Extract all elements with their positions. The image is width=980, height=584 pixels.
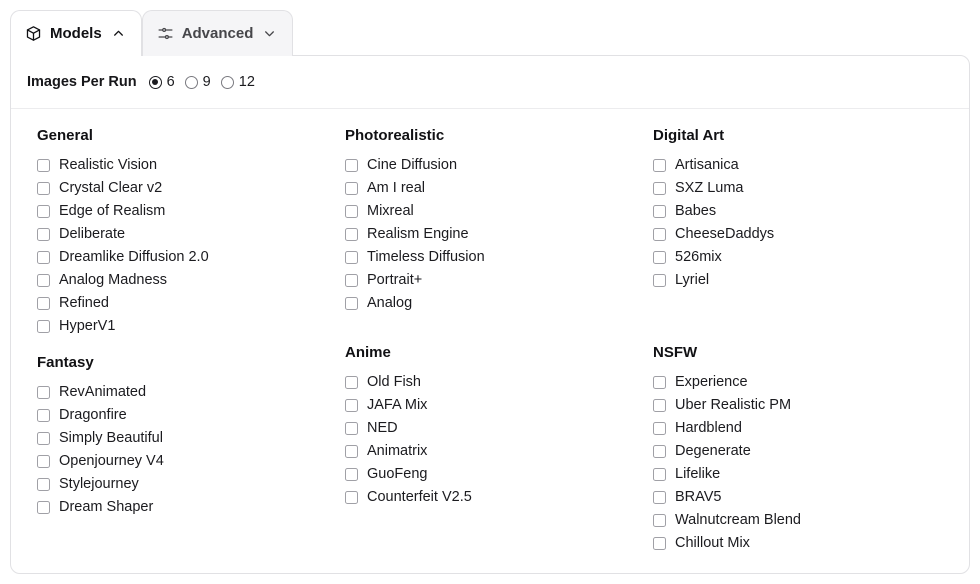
model-option[interactable] — [37, 496, 335, 519]
model-option[interactable] — [653, 394, 949, 417]
model-option-label: RevAnimated — [59, 384, 147, 401]
checkbox[interactable] — [653, 159, 666, 172]
checkbox[interactable] — [37, 386, 50, 399]
checkbox[interactable] — [37, 205, 50, 218]
checkbox[interactable] — [345, 274, 358, 287]
group-title: Anime — [345, 344, 391, 361]
model-option-label: Deliberate — [59, 226, 126, 243]
tab-advanced[interactable] — [142, 10, 294, 56]
group-title: Fantasy — [37, 354, 94, 371]
checkbox[interactable] — [653, 491, 666, 504]
model-option-label: Analog Madness — [59, 272, 168, 289]
checkbox[interactable] — [653, 182, 666, 195]
model-option[interactable] — [345, 486, 643, 509]
model-option-label: Stylejourney — [59, 476, 139, 493]
cube-icon — [25, 25, 42, 42]
group-title: NSFW — [653, 344, 698, 361]
checkbox[interactable] — [37, 501, 50, 514]
images-per-run-option-label: 6 — [166, 74, 175, 90]
checkbox[interactable] — [37, 274, 50, 287]
model-option[interactable] — [653, 246, 949, 269]
tab-bar — [10, 10, 293, 56]
checkbox[interactable] — [37, 455, 50, 468]
model-option-label: Cine Diffusion — [367, 157, 458, 174]
model-option-label: JAFA Mix — [367, 397, 428, 414]
model-option-label: Portrait+ — [367, 272, 423, 289]
model-option[interactable] — [653, 223, 949, 246]
model-option-label: BRAV5 — [675, 489, 722, 506]
model-option[interactable] — [345, 394, 643, 417]
model-option[interactable] — [37, 427, 335, 450]
model-option-label: Dragonfire — [59, 407, 127, 424]
model-option[interactable] — [37, 200, 335, 223]
model-option-label: Timeless Diffusion — [367, 249, 485, 266]
model-option-label: Walnutcream Blend — [675, 512, 801, 529]
checkbox[interactable] — [37, 409, 50, 422]
model-option-label: Realism Engine — [367, 226, 469, 243]
model-option[interactable] — [37, 223, 335, 246]
model-option[interactable] — [37, 246, 335, 269]
model-option[interactable] — [653, 532, 949, 555]
model-columns — [11, 109, 969, 571]
images-per-run-option-9[interactable] — [185, 74, 211, 90]
model-group-photorealistic — [335, 127, 643, 315]
images-per-run-radio-group — [149, 74, 255, 90]
model-option-label: Babes — [675, 203, 717, 220]
model-option[interactable] — [653, 177, 949, 200]
model-option[interactable] — [37, 154, 335, 177]
model-column-1 — [27, 127, 335, 571]
model-option[interactable] — [37, 292, 335, 315]
model-option-label: Openjourney V4 — [59, 453, 164, 470]
model-option-label: Simply Beautiful — [59, 430, 163, 447]
model-option[interactable] — [37, 450, 335, 473]
sliders-icon — [157, 25, 174, 42]
checkbox[interactable] — [345, 297, 358, 310]
checkbox[interactable] — [345, 228, 358, 241]
checkbox[interactable] — [653, 228, 666, 241]
model-option[interactable] — [653, 486, 949, 509]
checkbox[interactable] — [653, 445, 666, 458]
model-option-label: HyperV1 — [59, 318, 116, 335]
model-group-digital-art — [643, 127, 949, 292]
images-per-run-label: Images Per Run — [27, 74, 137, 90]
model-option-label: Analog — [367, 295, 413, 312]
images-per-run-toolbar — [11, 56, 969, 109]
model-option[interactable] — [653, 509, 949, 532]
chevron-down-icon — [263, 27, 276, 40]
model-option[interactable] — [653, 154, 949, 177]
checkbox[interactable] — [345, 468, 358, 481]
model-option-label: Crystal Clear v2 — [59, 180, 163, 197]
radio-indicator[interactable] — [185, 76, 198, 89]
checkbox[interactable] — [653, 251, 666, 264]
tab-advanced-label: Advanced — [181, 25, 254, 42]
model-option-label: Am I real — [367, 180, 426, 197]
group-title: Photorealistic — [345, 127, 445, 144]
checkbox[interactable] — [345, 445, 358, 458]
model-option-label: 526mix — [675, 249, 722, 266]
checkbox[interactable] — [345, 422, 358, 435]
model-option-label: Animatrix — [367, 443, 428, 460]
model-option-label: Uber Realistic PM — [675, 397, 792, 414]
tab-models-label: Models — [50, 25, 102, 42]
model-option[interactable] — [653, 371, 949, 394]
model-option[interactable] — [345, 292, 643, 315]
images-per-run-option-6[interactable] — [149, 74, 175, 90]
model-option-label: Hardblend — [675, 420, 742, 437]
checkbox[interactable] — [653, 205, 666, 218]
model-option[interactable] — [345, 154, 643, 177]
model-option-label: SXZ Luma — [675, 180, 744, 197]
chevron-up-icon — [112, 27, 125, 40]
model-option-label: GuoFeng — [367, 466, 428, 483]
checkbox[interactable] — [345, 205, 358, 218]
model-option-label: Experience — [675, 374, 748, 391]
model-option-label: Artisanica — [675, 157, 739, 174]
model-option-label: Chillout Mix — [675, 535, 750, 552]
model-option[interactable] — [345, 463, 643, 486]
radio-indicator[interactable] — [149, 76, 162, 89]
model-option-label: Dream Shaper — [59, 499, 154, 516]
model-option[interactable] — [345, 269, 643, 292]
model-option-label: NED — [367, 420, 398, 437]
model-option-label: CheeseDaddys — [675, 226, 775, 243]
model-group-general — [27, 127, 335, 338]
model-option-label: Lyriel — [675, 272, 710, 289]
model-option[interactable] — [653, 200, 949, 223]
checkbox[interactable] — [345, 376, 358, 389]
model-group-nsfw — [643, 344, 949, 555]
model-option[interactable] — [345, 223, 643, 246]
model-option[interactable] — [345, 200, 643, 223]
model-option-label: Counterfeit V2.5 — [367, 489, 472, 506]
models-panel — [10, 55, 970, 574]
model-option-label: Realistic Vision — [59, 157, 158, 174]
model-option-label: Edge of Realism — [59, 203, 166, 220]
model-option-label: Dreamlike Diffusion 2.0 — [59, 249, 209, 266]
model-option[interactable] — [37, 177, 335, 200]
model-option[interactable] — [653, 417, 949, 440]
images-per-run-option-12[interactable] — [221, 74, 255, 90]
checkbox[interactable] — [37, 297, 50, 310]
model-option[interactable] — [653, 440, 949, 463]
model-option-label: Old Fish — [367, 374, 421, 391]
checkbox[interactable] — [37, 251, 50, 264]
checkbox[interactable] — [345, 491, 358, 504]
model-option-label: Lifelike — [675, 466, 721, 483]
checkbox[interactable] — [653, 399, 666, 412]
model-option[interactable] — [345, 440, 643, 463]
checkbox[interactable] — [653, 537, 666, 550]
model-option[interactable] — [37, 269, 335, 292]
model-column-2 — [335, 127, 643, 571]
model-option[interactable] — [345, 177, 643, 200]
checkbox[interactable] — [345, 399, 358, 412]
checkbox[interactable] — [37, 159, 50, 172]
images-per-run-option-label: 12 — [238, 74, 255, 90]
checkbox[interactable] — [653, 468, 666, 481]
checkbox[interactable] — [37, 228, 50, 241]
model-option[interactable] — [37, 381, 335, 404]
group-title: General — [37, 127, 93, 144]
model-option-label: Degenerate — [675, 443, 751, 460]
checkbox[interactable] — [37, 478, 50, 491]
model-group-anime — [335, 344, 643, 509]
model-option[interactable] — [653, 269, 949, 292]
model-option[interactable] — [37, 473, 335, 496]
group-title: Digital Art — [653, 127, 725, 144]
checkbox[interactable] — [653, 514, 666, 527]
checkbox[interactable] — [653, 274, 666, 287]
model-group-fantasy — [27, 354, 335, 519]
model-option[interactable] — [653, 463, 949, 486]
checkbox[interactable] — [37, 182, 50, 195]
model-option[interactable] — [345, 371, 643, 394]
checkbox[interactable] — [653, 376, 666, 389]
checkbox[interactable] — [653, 422, 666, 435]
images-per-run-option-label: 9 — [202, 74, 211, 90]
model-column-3 — [643, 127, 949, 571]
model-option[interactable] — [345, 417, 643, 440]
checkbox[interactable] — [37, 432, 50, 445]
radio-indicator[interactable] — [221, 76, 234, 89]
model-option-label: Mixreal — [367, 203, 414, 220]
tab-models[interactable] — [10, 10, 142, 56]
model-option[interactable] — [37, 404, 335, 427]
model-option[interactable] — [345, 246, 643, 269]
checkbox[interactable] — [345, 251, 358, 264]
checkbox[interactable] — [37, 320, 50, 333]
checkbox[interactable] — [345, 159, 358, 172]
model-option[interactable] — [37, 315, 335, 338]
checkbox[interactable] — [345, 182, 358, 195]
model-option-label: Refined — [59, 295, 109, 312]
